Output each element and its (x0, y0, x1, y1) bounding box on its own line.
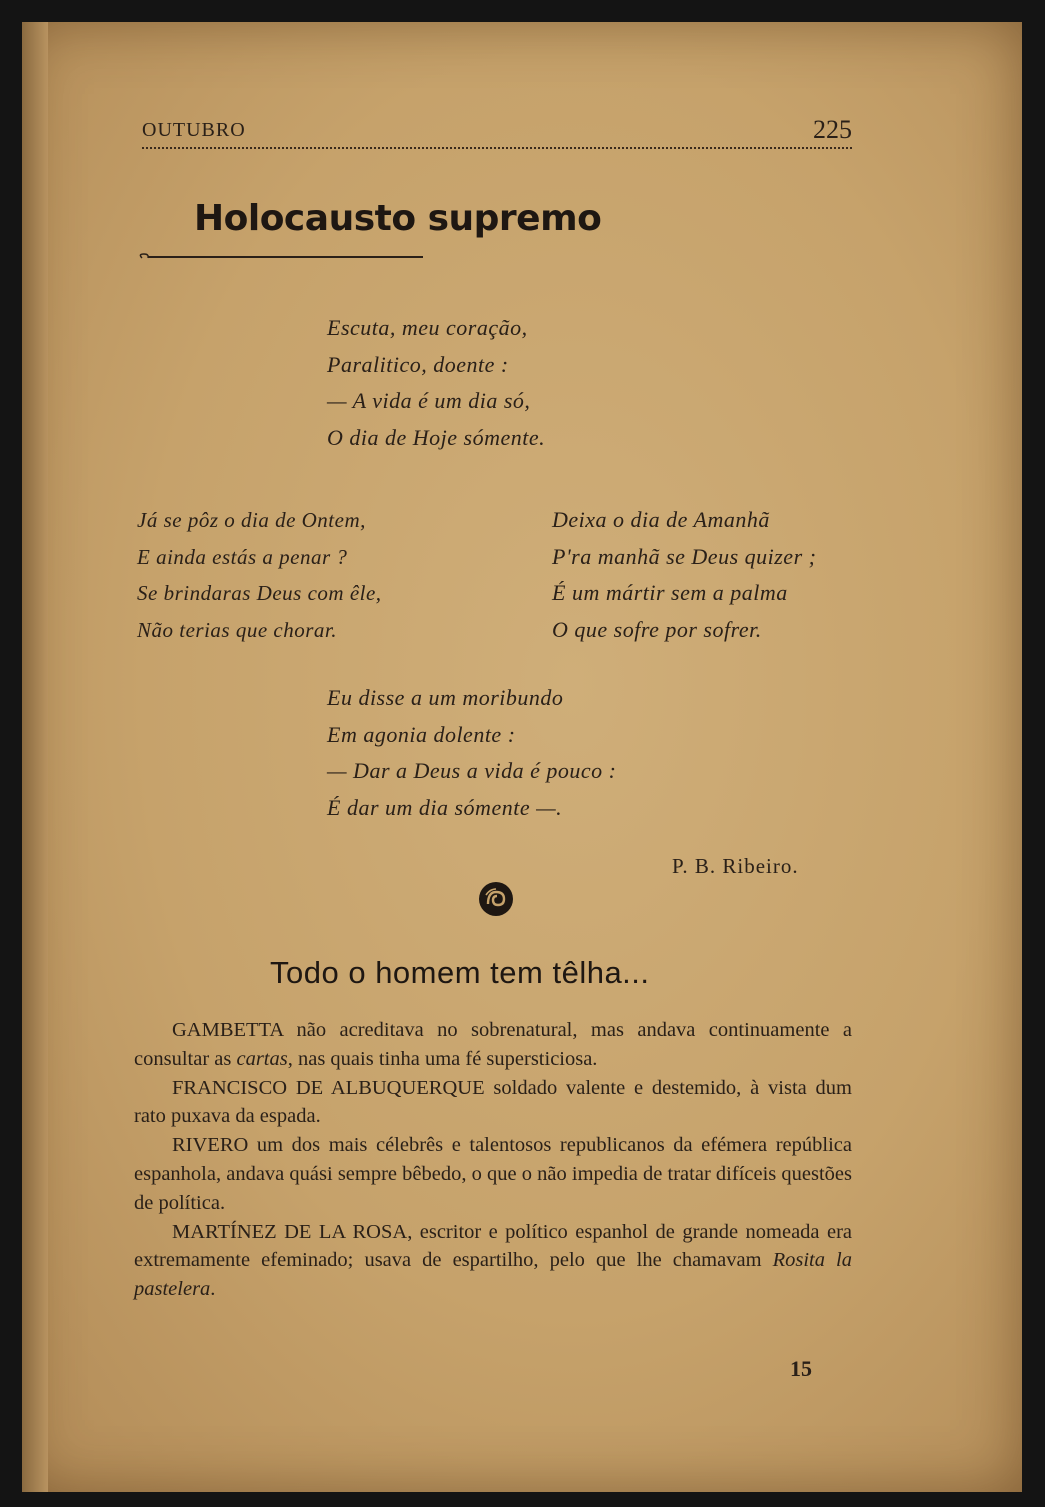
verse-line: Se brindaras Deus com êle, (137, 581, 382, 605)
verse-line: O dia de Hoje sómente. (327, 424, 546, 450)
person-name: GAMBETTA (172, 1019, 284, 1041)
book-page (22, 22, 1022, 1492)
verse-line: Já se pôz o dia de Ontem, (137, 508, 366, 532)
section-divider-ornament-icon (477, 880, 515, 918)
verse-line: Paralitico, doente : (327, 351, 509, 377)
article-title: Todo o homem tem têlha... (270, 955, 650, 990)
verse-line: Em agonia dolente : (327, 721, 516, 747)
verse-line: Deixa o dia de Amanhã (552, 507, 770, 532)
verse-line: É um mártir sem a palma (552, 580, 788, 605)
verse-line: É dar um dia sómente —. (327, 794, 563, 820)
verse-line: O que sofre por sofrer. (552, 616, 762, 642)
page-spine-shadow (22, 22, 48, 1492)
person-name: RIVERO (172, 1134, 249, 1157)
poem-stanza-2 (137, 502, 382, 648)
poem-stanza-1 (327, 310, 545, 456)
title-underline-ornament (138, 252, 428, 262)
verse-line: — A vida é um dia só, (327, 388, 531, 413)
running-header (142, 117, 852, 149)
article-body (134, 1016, 852, 1304)
poem-stanza-3 (552, 502, 816, 648)
poem-stanza-4 (327, 680, 616, 826)
verse-line: — Dar a Deus a vida é pouco : (327, 758, 617, 783)
printer-signature-mark: 15 (790, 1356, 812, 1381)
article-paragraph: FRANCISCO DE ALBUQUERQUE soldado valente e destemido, à vista dum rato puxava da espada. (134, 1076, 852, 1128)
person-name: MARTÍNEZ DE LA ROSA (172, 1220, 408, 1243)
verse-line: Não terias que chorar. (137, 617, 337, 642)
header-page-number: 225 (813, 115, 852, 144)
poem-title: Holocausto supremo (194, 198, 602, 239)
article-paragraph: RIVERO um dos mais célebrês e talentosos republicanos da efémera república espanhola, andava quási sempre bêbedo, o que o não impedia de tratar difíceis questões de política. (134, 1134, 852, 1214)
verse-line: Escuta, meu coração, (327, 315, 528, 340)
header-section: OUTUBRO (142, 119, 246, 141)
person-name: FRANCISCO DE ALBUQUERQUE (172, 1076, 485, 1099)
verse-line: E ainda estás a penar ? (137, 544, 348, 569)
verse-line: P'ra manhã se Deus quizer ; (552, 543, 817, 569)
verse-line: Eu disse a um moribundo (327, 685, 564, 710)
poem-author: P. B. Ribeiro. (672, 854, 799, 878)
article-paragraph: MARTÍNEZ DE LA ROSA, escritor e político espanhol de grande nomeada era extremamente efeminado; usava de espartilho, pelo que lhe chamavam Rosita la pastelera. (134, 1220, 852, 1301)
article-paragraph: GAMBETTA não acreditava no sobrenatural, mas andava continuamente a consultar as cartas, nas quais tinha uma fé supersticiosa. (134, 1019, 852, 1070)
